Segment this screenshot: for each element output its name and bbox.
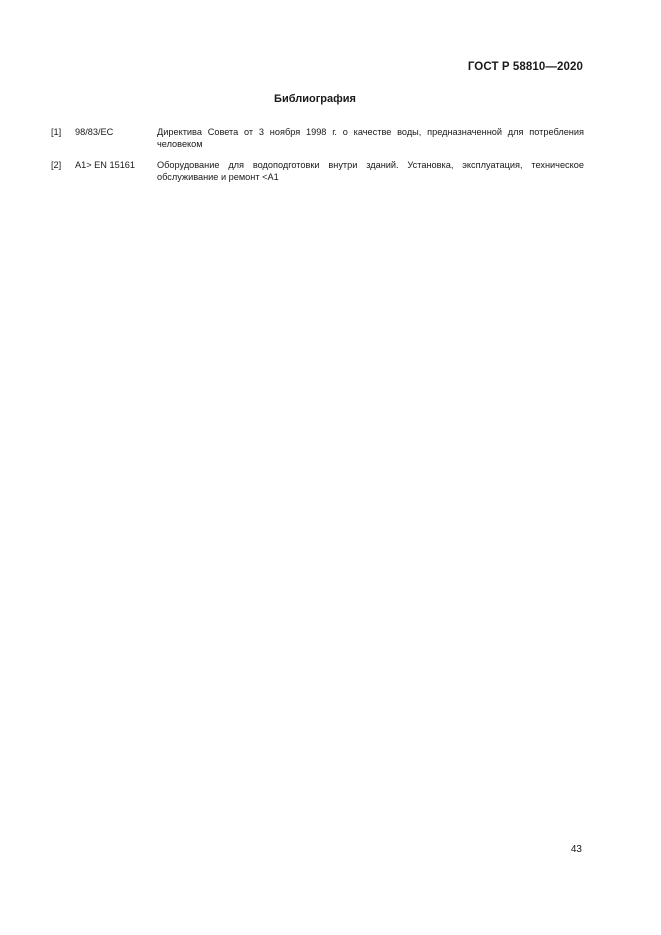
reference-code: A1> EN 15161 <box>75 160 136 170</box>
reference-description: Директива Совета от 3 ноября 1998 г. о качестве воды, предназначенной для потребления человеком <box>157 127 584 149</box>
reference-item <box>51 126 584 150</box>
bibliography-title: Библиография <box>274 93 356 105</box>
reference-description: Оборудование для водоподготовки внутри зданий. Установка, эксплуатация, техническое обслуживание и ремонт <A1 <box>157 160 584 182</box>
reference-code: 98/83/EC <box>75 127 114 137</box>
reference-number: [2] <box>51 160 62 170</box>
reference-item <box>51 159 584 183</box>
document-code: ГОСТ Р 58810—2020 <box>467 61 583 73</box>
reference-list <box>51 126 584 192</box>
page-number: 43 <box>570 844 582 855</box>
reference-number: [1] <box>51 127 62 137</box>
